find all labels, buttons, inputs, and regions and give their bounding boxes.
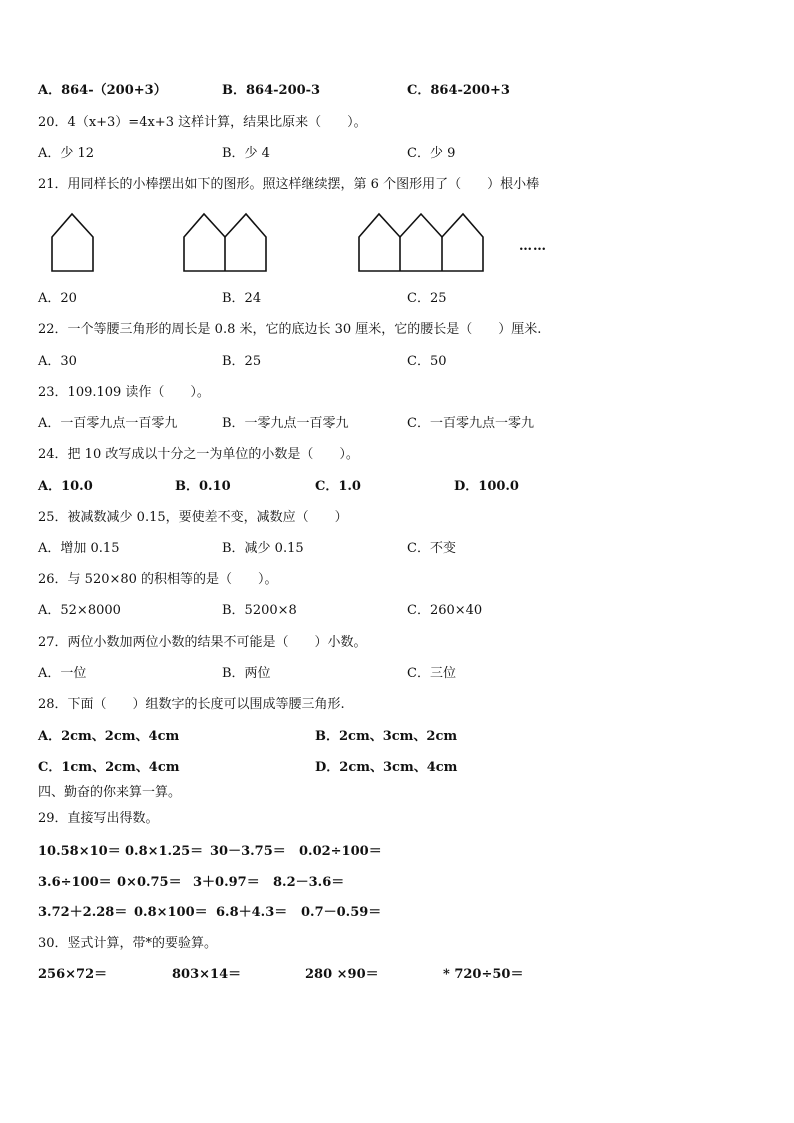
q27-stem: 27．两位小数加两位小数的结果不可能是（ ）小数。 [38, 635, 367, 650]
q24-option-c: C．1.0 [315, 479, 361, 494]
q26-stem: 26．与 520×80 的积相等的是（ ）。 [38, 572, 278, 587]
q23-option-a: A．一百零九点一百零九 [38, 416, 178, 431]
q20-option-a: A．少 12 [38, 146, 95, 161]
q29-stem: 29．直接写出得数。 [38, 811, 159, 826]
q27-option-c: C．三位 [407, 666, 456, 681]
q24-option-a: A．10.0 [38, 479, 93, 494]
q27-option-a: A．一位 [38, 666, 87, 681]
q19-option-c: C．864-200+3 [407, 83, 510, 98]
q19-option-a: A．864-（200+3） [38, 83, 167, 98]
calc-item: 3.72＋2.28＝ [38, 905, 128, 920]
q28-option-a: A．2cm、2cm、4cm [38, 729, 180, 744]
q23-option-c: C．一百零九点一零九 [407, 416, 534, 431]
q26-option-a: A．52×8000 [38, 603, 121, 618]
q21-option-a: A．20 [38, 291, 77, 306]
section-heading: 四、勤奋的你来算一算。 [38, 785, 182, 800]
q28-option-b: B．2cm、3cm、2cm [315, 729, 458, 744]
vertical-calc-item: 803×14＝ [172, 967, 242, 982]
calc-item: 10.58×10＝ [38, 844, 121, 859]
calc-item: 0.8×1.25＝ [125, 844, 204, 859]
house-figure-1 [52, 214, 93, 271]
q21-option-c: C．25 [407, 291, 447, 306]
stick-houses-figure [0, 205, 560, 275]
calc-item: 30－3.75＝ [210, 844, 286, 859]
q20-stem: 20．4（x+3）=4x+3 这样计算，结果比原来（ ）。 [38, 115, 367, 130]
q28-option-c: C．1cm、2cm、4cm [38, 760, 180, 775]
q25-option-c: C．不变 [407, 541, 456, 556]
q24-option-b: B．0.10 [175, 479, 231, 494]
q22-option-b: B．25 [222, 354, 262, 369]
q23-option-b: B．一零九点一百零九 [222, 416, 349, 431]
q25-stem: 25．被减数减少 0.15，要使差不变，减数应（ ） [38, 510, 348, 525]
q25-option-b: B．减少 0.15 [222, 541, 304, 556]
calc-item: 8.2－3.6＝ [273, 875, 345, 890]
calc-item: 0.7－0.59＝ [301, 905, 382, 920]
q26-option-c: C．260×40 [407, 603, 483, 618]
house-figure-2 [184, 214, 266, 271]
q25-option-a: A．增加 0.15 [38, 541, 120, 556]
q21-stem: 21．用同样长的小棒摆出如下的图形。照这样继续摆，第 6 个图形用了（ ）根小棒 [38, 177, 540, 192]
q24-stem: 24．把 10 改写成以十分之一为单位的小数是（ ）。 [38, 447, 359, 462]
q22-option-c: C．50 [407, 354, 447, 369]
q19-option-b: B．864-200-3 [222, 83, 321, 98]
calc-item: 6.8＋4.3＝ [216, 905, 288, 920]
q30-stem: 30．竖式计算，带*的要验算。 [38, 936, 218, 951]
q24-option-d: D．100.0 [454, 479, 519, 494]
calc-item: 3＋0.97＝ [193, 875, 260, 890]
calc-item: 0.02÷100＝ [299, 844, 382, 859]
q27-option-b: B．两位 [222, 666, 271, 681]
house-figure-3 [359, 214, 483, 271]
vertical-calc-item: * 720÷50＝ [443, 967, 524, 982]
ellipsis-text: …… [519, 239, 547, 254]
calc-item: 0×0.75＝ [117, 875, 182, 890]
q22-stem: 22．一个等腰三角形的周长是 0.8 米，它的底边长 30 厘米，它的腰长是（ ）厘米. [38, 322, 542, 337]
q23-stem: 23．109.109 读作（ ）。 [38, 385, 210, 400]
q26-option-b: B．5200×8 [222, 603, 297, 618]
q22-option-a: A．30 [38, 354, 77, 369]
vertical-calc-item: 256×72＝ [38, 967, 108, 982]
q20-option-b: B．少 4 [222, 146, 270, 161]
q28-option-d: D．2cm、3cm、4cm [315, 760, 458, 775]
q28-stem: 28．下面（ ）组数字的长度可以围成等腰三角形. [38, 697, 345, 712]
q20-option-c: C．少 9 [407, 146, 456, 161]
vertical-calc-item: 280 ×90＝ [305, 967, 379, 982]
calc-item: 0.8×100＝ [134, 905, 208, 920]
q21-option-b: B．24 [222, 291, 262, 306]
calc-item: 3.6÷100＝ [38, 875, 112, 890]
